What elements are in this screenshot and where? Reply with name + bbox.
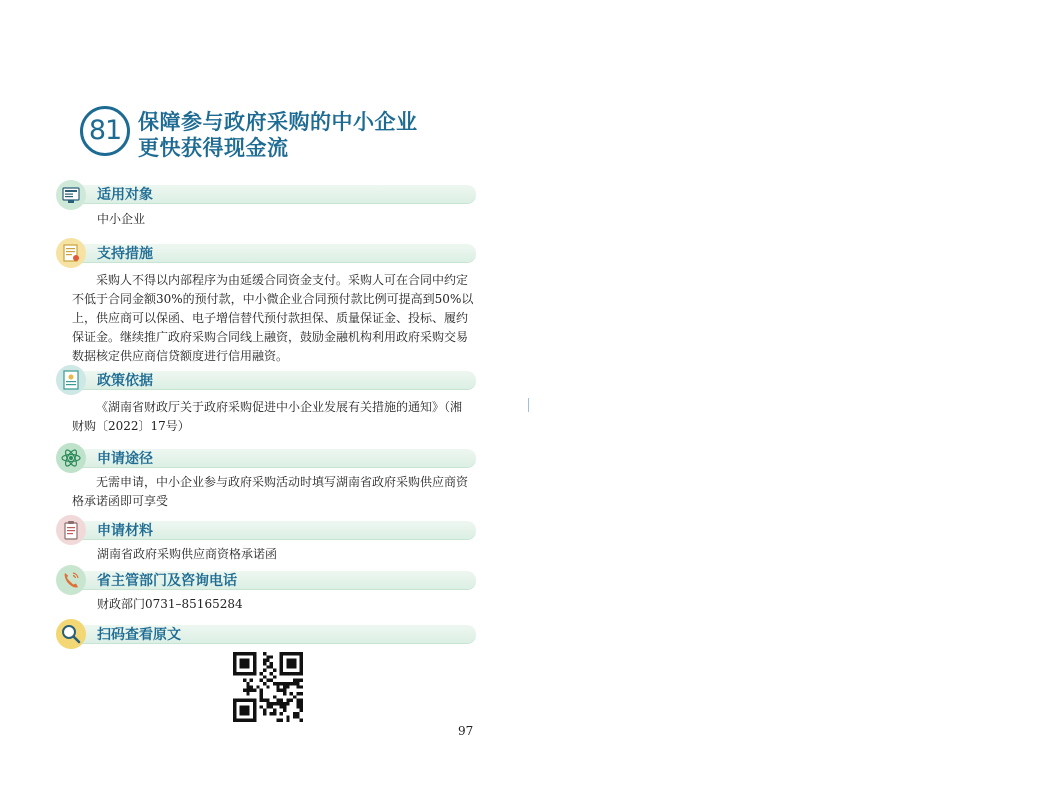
measures-line: 保证金。继续推广政府采购合同线上融资，鼓励金融机构利用政府采购交易 — [72, 330, 469, 344]
edge-mark — [528, 398, 529, 412]
basis-line: 《湖南省财政厅关于政府采购促进中小企业发展有关措施的通知》（湘 — [96, 400, 463, 414]
section-title-measures: 支持措施 — [97, 246, 153, 262]
section-title-basis: 政策依据 — [97, 373, 153, 389]
magnifier-icon — [56, 619, 86, 649]
phone-icon — [56, 565, 86, 595]
clipboard-icon — [56, 515, 86, 545]
measures-content — [72, 271, 476, 366]
target-content: 中小企业 — [97, 212, 146, 226]
item-number-badge: 81 — [80, 106, 130, 156]
approach-line: 无需申请，中小企业参与政府采购活动时填写湖南省政府采购供应商资 — [96, 475, 469, 489]
document-screen-icon — [56, 180, 86, 210]
materials-content: 湖南省政府采购供应商资格承诺函 — [97, 547, 278, 561]
section-title-scan: 扫码查看原文 — [97, 627, 181, 643]
contact-content: 财政部门0731–85165284 — [97, 597, 243, 611]
basis-content — [72, 398, 476, 436]
certificate-icon — [56, 238, 86, 268]
qr-code-icon[interactable] — [233, 652, 303, 722]
page-title-line2: 更快获得现金流 — [138, 136, 289, 160]
measures-line: 上，供应商可以保函、电子增信替代预付款担保、质量保证金、投标、履约 — [72, 311, 469, 325]
page-title-line1: 保障参与政府采购的中小企业 — [138, 110, 418, 134]
page-number: 97 — [458, 724, 474, 738]
measures-line: 不低于合同金额30%的预付款，中小微企业合同预付款比例可提高到50%以 — [72, 292, 474, 306]
section-title-target: 适用对象 — [97, 187, 153, 203]
policy-document-icon — [56, 365, 86, 395]
section-title-contact: 省主管部门及咨询电话 — [97, 573, 237, 589]
approach-line: 格承诺函即可享受 — [72, 494, 169, 508]
approach-content — [72, 473, 476, 511]
measures-line: 采购人不得以内部程序为由延缓合同资金支付。采购人可在合同中约定 — [96, 273, 469, 287]
basis-line: 财购〔2022〕17号） — [72, 419, 190, 433]
section-title-approach: 申请途径 — [97, 451, 153, 467]
measures-line: 数据核定供应商信贷额度进行信用融资。 — [72, 349, 289, 363]
atom-icon — [56, 443, 86, 473]
section-title-materials: 申请材料 — [97, 523, 153, 539]
